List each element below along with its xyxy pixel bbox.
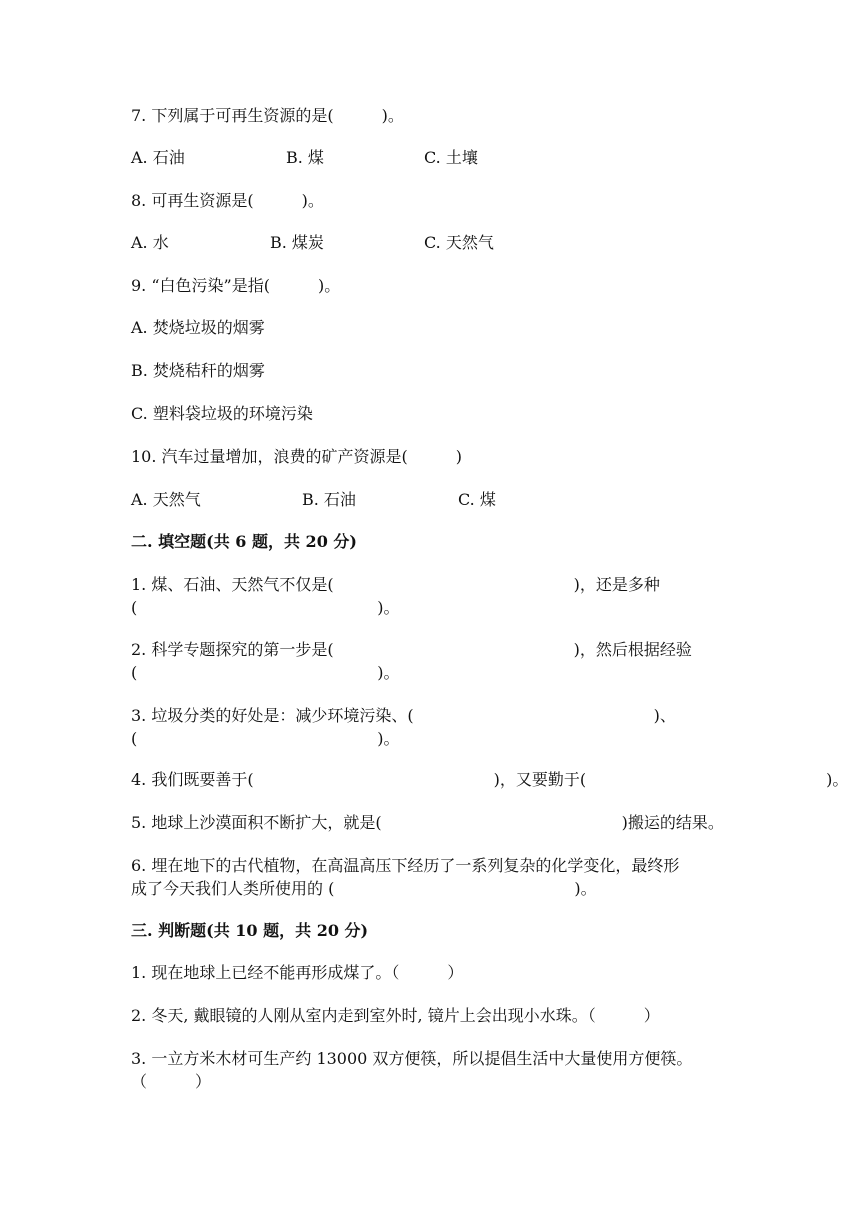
question-9-option-c: C. 塑料袋垃圾的环境污染 — [131, 404, 313, 423]
question-8-option-a: A. 水 — [131, 233, 169, 252]
question-8-option-c: C. 天然气 — [424, 233, 494, 252]
section-2-title: 二. 填空题(共 6 题，共 20 分) — [131, 532, 357, 551]
judge-item-3-line-2: （ ） — [131, 1072, 212, 1091]
question-10-option-a: A. 天然气 — [131, 490, 201, 509]
question-9-stem: 9. “白色污染”是指( )。 — [131, 276, 341, 295]
judge-item-1: 1. 现在地球上已经不能再形成煤了。（ ） — [131, 963, 464, 982]
fill-item-5: 5. 地球上沙漠面积不断扩大，就是( )搬运的结果。 — [131, 813, 724, 832]
fill-item-1-line-2: ( )。 — [131, 598, 400, 617]
question-7-option-a: A. 石油 — [131, 148, 185, 167]
question-8-option-b: B. 煤炭 — [270, 233, 324, 252]
fill-item-6-line-1: 6. 埋在地下的古代植物，在高温高压下经历了一系列复杂的化学变化，最终形 — [131, 856, 680, 875]
judge-item-3-line-1: 3. 一立方米木材可生产约 13000 双方便筷，所以提倡生活中大量使用方便筷。 — [131, 1049, 693, 1068]
question-9-option-b: B. 焚烧秸秆的烟雾 — [131, 361, 265, 380]
question-9-option-a: A. 焚烧垃圾的烟雾 — [131, 318, 265, 337]
fill-item-2-line-1: 2. 科学专题探究的第一步是( )，然后根据经验 — [131, 640, 692, 659]
question-10-option-b: B. 石油 — [302, 490, 356, 509]
fill-item-3-line-2: ( )。 — [131, 729, 400, 748]
fill-item-1-line-1: 1. 煤、石油、天然气不仅是( )，还是多种 — [131, 575, 660, 594]
question-7-stem: 7. 下列属于可再生资源的是( )。 — [131, 106, 404, 125]
question-8-stem: 8. 可再生资源是( )。 — [131, 191, 324, 210]
fill-item-6-line-2: 成了今天我们人类所使用的 ( )。 — [131, 879, 597, 898]
question-10-option-c: C. 煤 — [458, 490, 496, 509]
fill-item-4: 4. 我们既要善于( )，又要勤于( )。 — [131, 770, 849, 789]
fill-item-2-line-2: ( )。 — [131, 663, 400, 682]
question-7-option-b: B. 煤 — [286, 148, 324, 167]
question-7-option-c: C. 土壤 — [424, 148, 478, 167]
question-10-stem: 10. 汽车过量增加，浪费的矿产资源是( ) — [131, 447, 463, 466]
fill-item-3-line-1: 3. 垃圾分类的好处是：减少环境污染、( )、 — [131, 706, 676, 725]
judge-item-2: 2. 冬天, 戴眼镜的人刚从室内走到室外时, 镜片上会出现小水珠。（ ） — [131, 1006, 660, 1025]
section-3-title: 三. 判断题(共 10 题，共 20 分) — [131, 921, 369, 940]
